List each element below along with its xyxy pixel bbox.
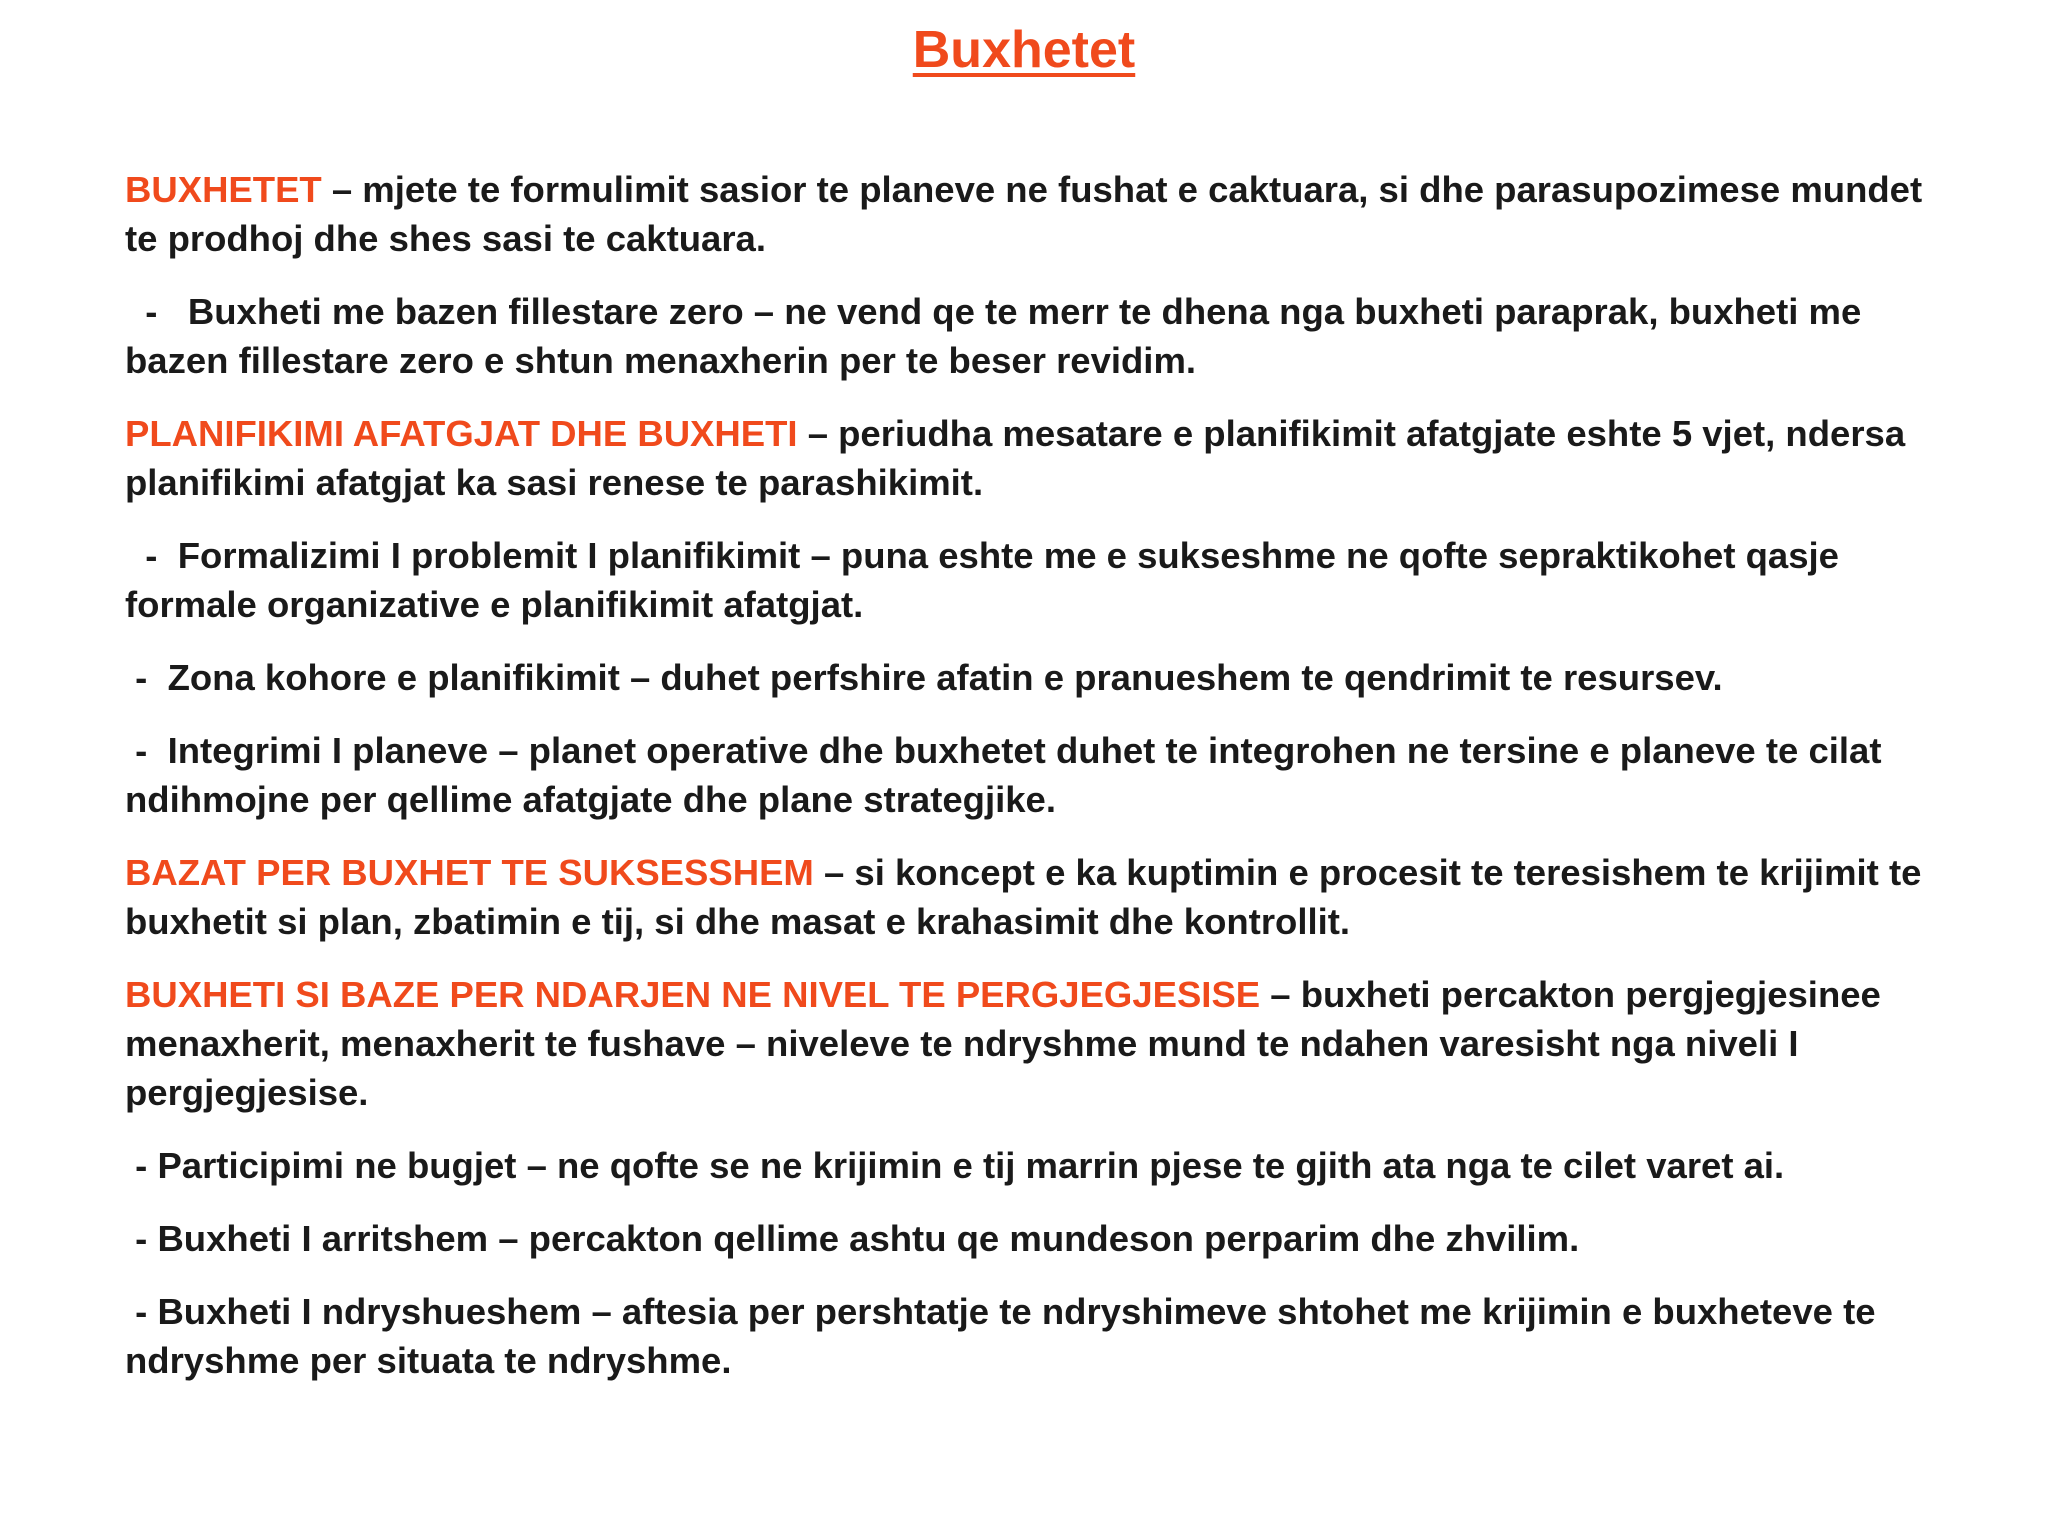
paragraph-text: – mjete te formulimit sasior te planeve ne fushat e caktuara, si dhe parasupozimese mundet te prodhoj dhe shes sasi te caktuara. <box>125 169 1923 259</box>
paragraph-bazat <box>125 848 1955 946</box>
term-heading: BAZAT PER BUXHET TE SUKSESSHEM <box>125 852 814 893</box>
bullet-formalizimi <box>125 531 1955 629</box>
bullet-arritshem <box>125 1214 1955 1263</box>
term-heading: BUXHETI SI BAZE PER NDARJEN NE NIVEL TE PERGJEGJESISE <box>125 974 1261 1015</box>
paragraph-text: - Participimi ne bugjet – ne qofte se ne krijimin e tij marrin pjese te gjith ata nga te cilet varet ai. <box>125 1145 1785 1186</box>
paragraph-text: – buxheti percakton pergjegjesinee menaxherit, menaxherit te fushave – niveleve te ndryshme mund te ndahen varesisht nga niveli I pergjegjesise. <box>125 974 1881 1113</box>
paragraph-buxheti-si-baze <box>125 970 1955 1117</box>
bullet-participimi <box>125 1141 1955 1190</box>
paragraph-text: – si koncept e ka kuptimin e procesit te teresishem te krijimit te buxhetit si plan, zbatimin e tij, si dhe masat e krahasimit dhe kontrollit. <box>125 852 1922 942</box>
paragraph-text: - Buxheti I arritshem – percakton qellime ashtu qe mundeson perparim dhe zhvilim. <box>125 1218 1580 1259</box>
term-heading: PLANIFIKIMI AFATGJAT DHE BUXHETI <box>125 413 798 454</box>
bullet-integrimi <box>125 726 1955 824</box>
paragraph-planifikimi <box>125 409 1955 507</box>
paragraph-buxhetet <box>125 165 1955 263</box>
term-heading: BUXHETET <box>125 169 322 210</box>
paragraph-text: - Zona kohore e planifikimit – duhet perfshire afatin e pranueshem te qendrimit te resursev. <box>125 657 1723 698</box>
paragraph-text: - Formalizimi I problemit I planifikimit – puna eshte me e sukseshme ne qofte sepraktikohet qasje formale organizative e planifikimit afatgjat. <box>125 535 1850 625</box>
bullet-buxheti-zero <box>125 287 1955 385</box>
paragraph-text: - Integrimi I planeve – planet operative dhe buxhetet duhet te integrohen ne tersine e planeve te cilat ndihmojne per qellime afatgjate dhe plane strategjike. <box>125 730 1892 820</box>
paragraph-text: - Buxheti I ndryshueshem – aftesia per pershtatje te ndryshimeve shtohet me krijimin e buxheteve te ndryshme per situata te ndryshme. <box>125 1291 1886 1381</box>
paragraph-text: - Buxheti me bazen fillestare zero – ne vend qe te merr te dhena nga buxheti paraprak, buxheti me bazen fillestare zero e shtun menaxherin per te beser revidim. <box>125 291 1872 381</box>
slide-body <box>125 165 1955 1409</box>
paragraph-text: – periudha mesatare e planifikimit afatgjate eshte 5 vjet, ndersa planifikimi afatgjat ka sasi renese te parashikimit. <box>125 413 1906 503</box>
bullet-zona-kohore <box>125 653 1955 702</box>
page-title: Buxhetet <box>912 21 1136 79</box>
bullet-ndryshueshem <box>125 1287 1955 1385</box>
